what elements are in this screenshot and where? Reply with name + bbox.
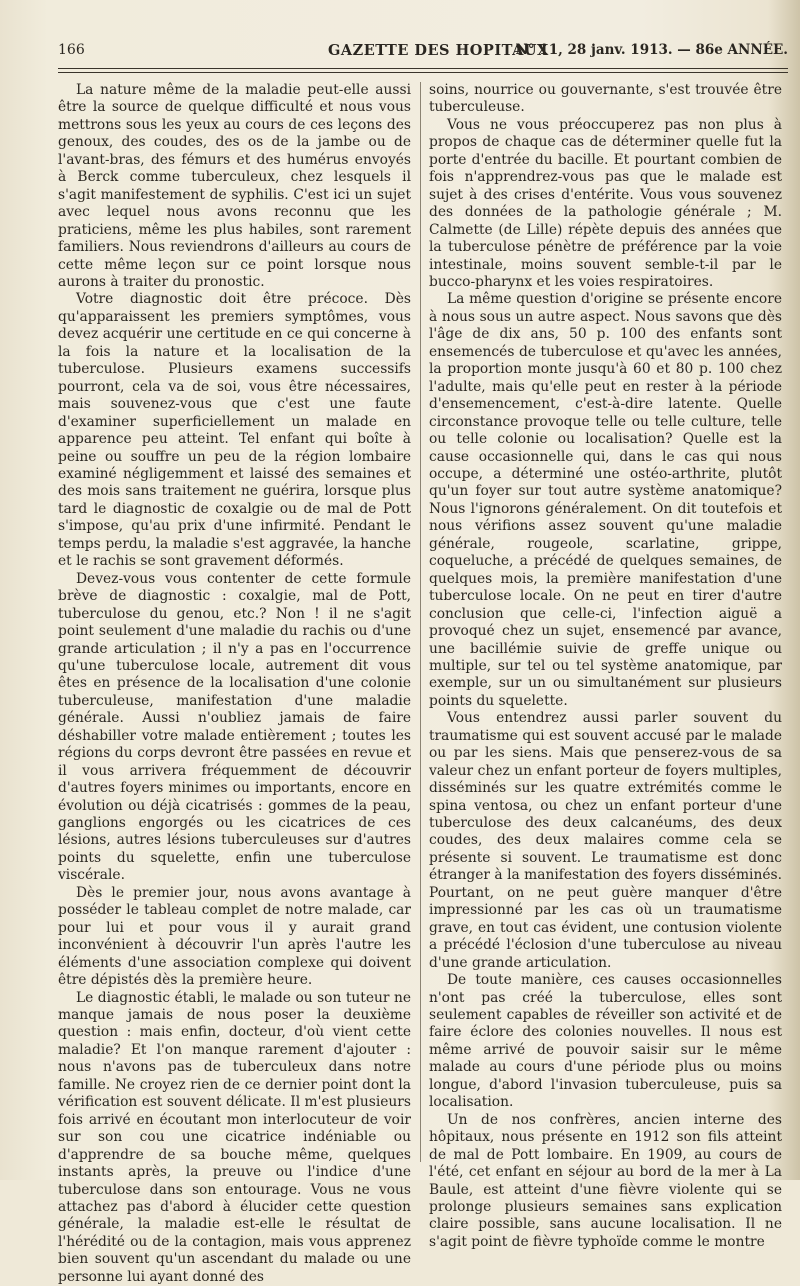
paragraph: De toute manière, ces causes occasionnelles n'ont pas créé la tuberculose, elles sont seulement capables de réveiller son activité et de faire éclore des colonies nouvelles. Il nous est même arrivé de pouvoir saisir sur le même malade au cours d'une période plus ou moins longue, d'abord l'invasion tuberculeuse, puis sa localisation. — [429, 972, 782, 1111]
issue-info: N° 11, 28 janv. 1913. — 86e ANNÉE. — [515, 42, 788, 58]
paragraph: Dès le premier jour, nous avons avantage à posséder le tableau complet de notre malade, car pour lui et pour vous il y aurait grand inconvénient à découvrir l'un après l'autre les éléments d'une association complexe qui doivent être dépistés dès la première heure. — [58, 884, 411, 989]
paragraph: Devez-vous vous contenter de cette formule brève de diagnostic : coxalgie, mal de Pott, tuberculose du genou, etc.? Non ! il ne s'agit point seulement d'une maladie du rachis ou d'une grande articulation ; il n'y a pas en l'occurrence qu'une tuberculose locale, autrement dit vous êtes en présence de la localisation d'une colonie tuberculeuse, manifestation d'une maladie générale. Aussi n'oubliez jamais de faire déshabiller votre malade entièrement ; toutes les régions du corps devront être passées en revue et il vous arrivera fréquemment de découvrir d'autres foyers minimes ou importants, encore en évolution ou déjà cicatrisés : gommes de la peau, ganglions engorgés ou les cicatrices de ces lésions, autres lésions tuberculeuses sur d'autres points du squelette, enfin une tuberculose viscérale. — [58, 570, 411, 884]
paragraph: soins, nourrice ou gouvernante, s'est trouvée être tuberculeuse. — [429, 82, 782, 116]
column-divider — [420, 82, 421, 1162]
paragraph: Le diagnostic établi, le malade ou son tuteur ne manque jamais de nous poser la deuxième question : mais enfin, docteur, d'où vient cette maladie? Et l'on manque rarement d'ajouter : nous n'avons pas de tuberculeux dans notre famille. Ne croyez rien de ce dernier point dont la vérification est souvent délicate. Il m'est plusieurs fois arrivé en écoutant mon interlocuteur de voir sur son cou une cicatrice indéniable ou d'apprendre de sa bouche même, quelques instants après, la preuve ou l'indice d'une tuberculose dans son entourage. Vous ne vous attachez pas d'abord à élucider cette question générale, la maladie est-elle le résultat de l'hérédité ou de la contagion, mais vous apprenez bien souvent qu'un ascendant du malade ou une personne lui ayant donné des — [58, 989, 411, 1285]
paragraph: La même question d'origine se présente encore à nous sous un autre aspect. Nous savons que dès l'âge de dix ans, 50 p. 100 des enfants sont ensemencés de tuberculose et qu'avec les années, la proportion monte jusqu'à 60 et 80 p. 100 chez l'adulte, mais qu'elle peut en rester à la période d'ensemencement, c'est-à-dire latente. Quelle circonstance provoque telle ou telle culture, telle ou telle colonie ou localisation? Quelle est la cause occasionnelle qui, dans le cas qui nous occupe, a déterminé une ostéo-arthrite, plutôt qu'un foyer sur tout autre système anatomique? Nous l'ignorons généralement. On dit toutefois et nous vérifions assez souvent qu'une maladie générale, rougeole, scarlatine, grippe, coqueluche, a précédé de quelques semaines, de quelques mois, la première manifestation d'une tuberculose locale. On ne peut en tirer d'autre conclusion que celle-ci, l'infection aiguë a provoqué chez un sujet, ensemencé par avance, une bacillémie suivie de greffe unique ou multiple, sur tel ou tel système anatomique, par exemple, sur un ou simultanément sur plusieurs points du squelette. — [429, 291, 782, 709]
paragraph: Vous ne vous préoccuperez pas non plus à propos de chaque cas de déterminer quelle fut la porte d'entrée du bacille. Et pourtant combien de fois n'apprendrez-vous pas que le malade est sujet à des crises d'entérite. Vous vous souvenez des données de la pathologie générale ; M. Calmette (de Lille) répète depuis des années que la tuberculose pénètre de préférence par la voie intestinale, moins souvent semble-t-il par le bucco-pharynx et les voies respiratoires. — [429, 116, 782, 290]
paragraph: Votre diagnostic doit être précoce. Dès qu'apparaissent les premiers symptômes, vous devez acquérir une certitude en ce qui concerne à la fois la nature et la localisation de la tuberculose. Plusieurs examens successifs pourront, cela va de soi, vous être nécessaires, mais souvenez-vous que c'est une faute d'examiner superficiellement un malade en apparence peu atteint. Tel enfant qui boîte à peine ou souffre un peu de la région lombaire examiné négligemment et laissé des semaines et des mois sans traitement ne guérira, lorsque plus tard le diagnostic de coxalgie ou de mal de Pott s'impose, qu'au prix d'une infirmité. Pendant le temps perdu, la maladie s'est aggravée, la hanche et le rachis se sont gravement déformés. — [58, 291, 411, 570]
left-column — [58, 82, 411, 1285]
header-rule-top — [58, 68, 788, 69]
right-column — [429, 82, 782, 1250]
journal-title: GAZETTE DES HOPITAUX — [328, 42, 549, 59]
paragraph: Un de nos confrères, ancien interne des hôpitaux, nous présente en 1912 son fils atteint de mal de Pott lombaire. En 1909, au cours de l'été, cet enfant en séjour au bord de la mer à La Baule, est atteint d'une fièvre violente qui se prolonge plusieurs semaines sans explication claire possible, sans aucune localisation. Il ne s'agit point de fièvre typhoïde comme le montre — [429, 1111, 782, 1250]
header-rule-bottom — [58, 72, 788, 73]
paragraph: Vous entendrez aussi parler souvent du traumatisme qui est souvent accusé par le malade ou par les siens. Mais que penserez-vous de sa valeur chez un enfant porteur de foyers multiples, disséminés sur les quatre extrémités comme le spina ventosa, ou chez un enfant porteur d'une tuberculose des deux calcanéums, des deux coudes, des deux malaires comme cela se présente si souvent. Le traumatisme est donc étranger à la manifestation des foyers disséminés. Pourtant, on ne peut guère manquer d'être impressionné par les cas où un traumatisme grave, en tout cas évident, une contusion violente a précédé l'éclosion d'une tuberculose au niveau d'une grande articulation. — [429, 710, 782, 971]
page-number: 166 — [58, 42, 85, 58]
paragraph: La nature même de la maladie peut-elle aussi être la source de quelque difficulté et nous vous mettrons sous les yeux au cours de ces leçons des genoux, des coudes, des os de la jambe ou de l'avant-bras, des fémurs et des humérus envoyés à Berck comme tuberculeux, chez lesquels il s'agit manifestement de syphilis. C'est ici un sujet avec lequel nous avons reconnu que les praticiens, même les plus habiles, sont rarement familiers. Nous reviendrons d'ailleurs au cours de cette même leçon sur ce point lorsque nous aurons à traiter du pronostic. — [58, 82, 411, 290]
page-header — [58, 40, 788, 64]
